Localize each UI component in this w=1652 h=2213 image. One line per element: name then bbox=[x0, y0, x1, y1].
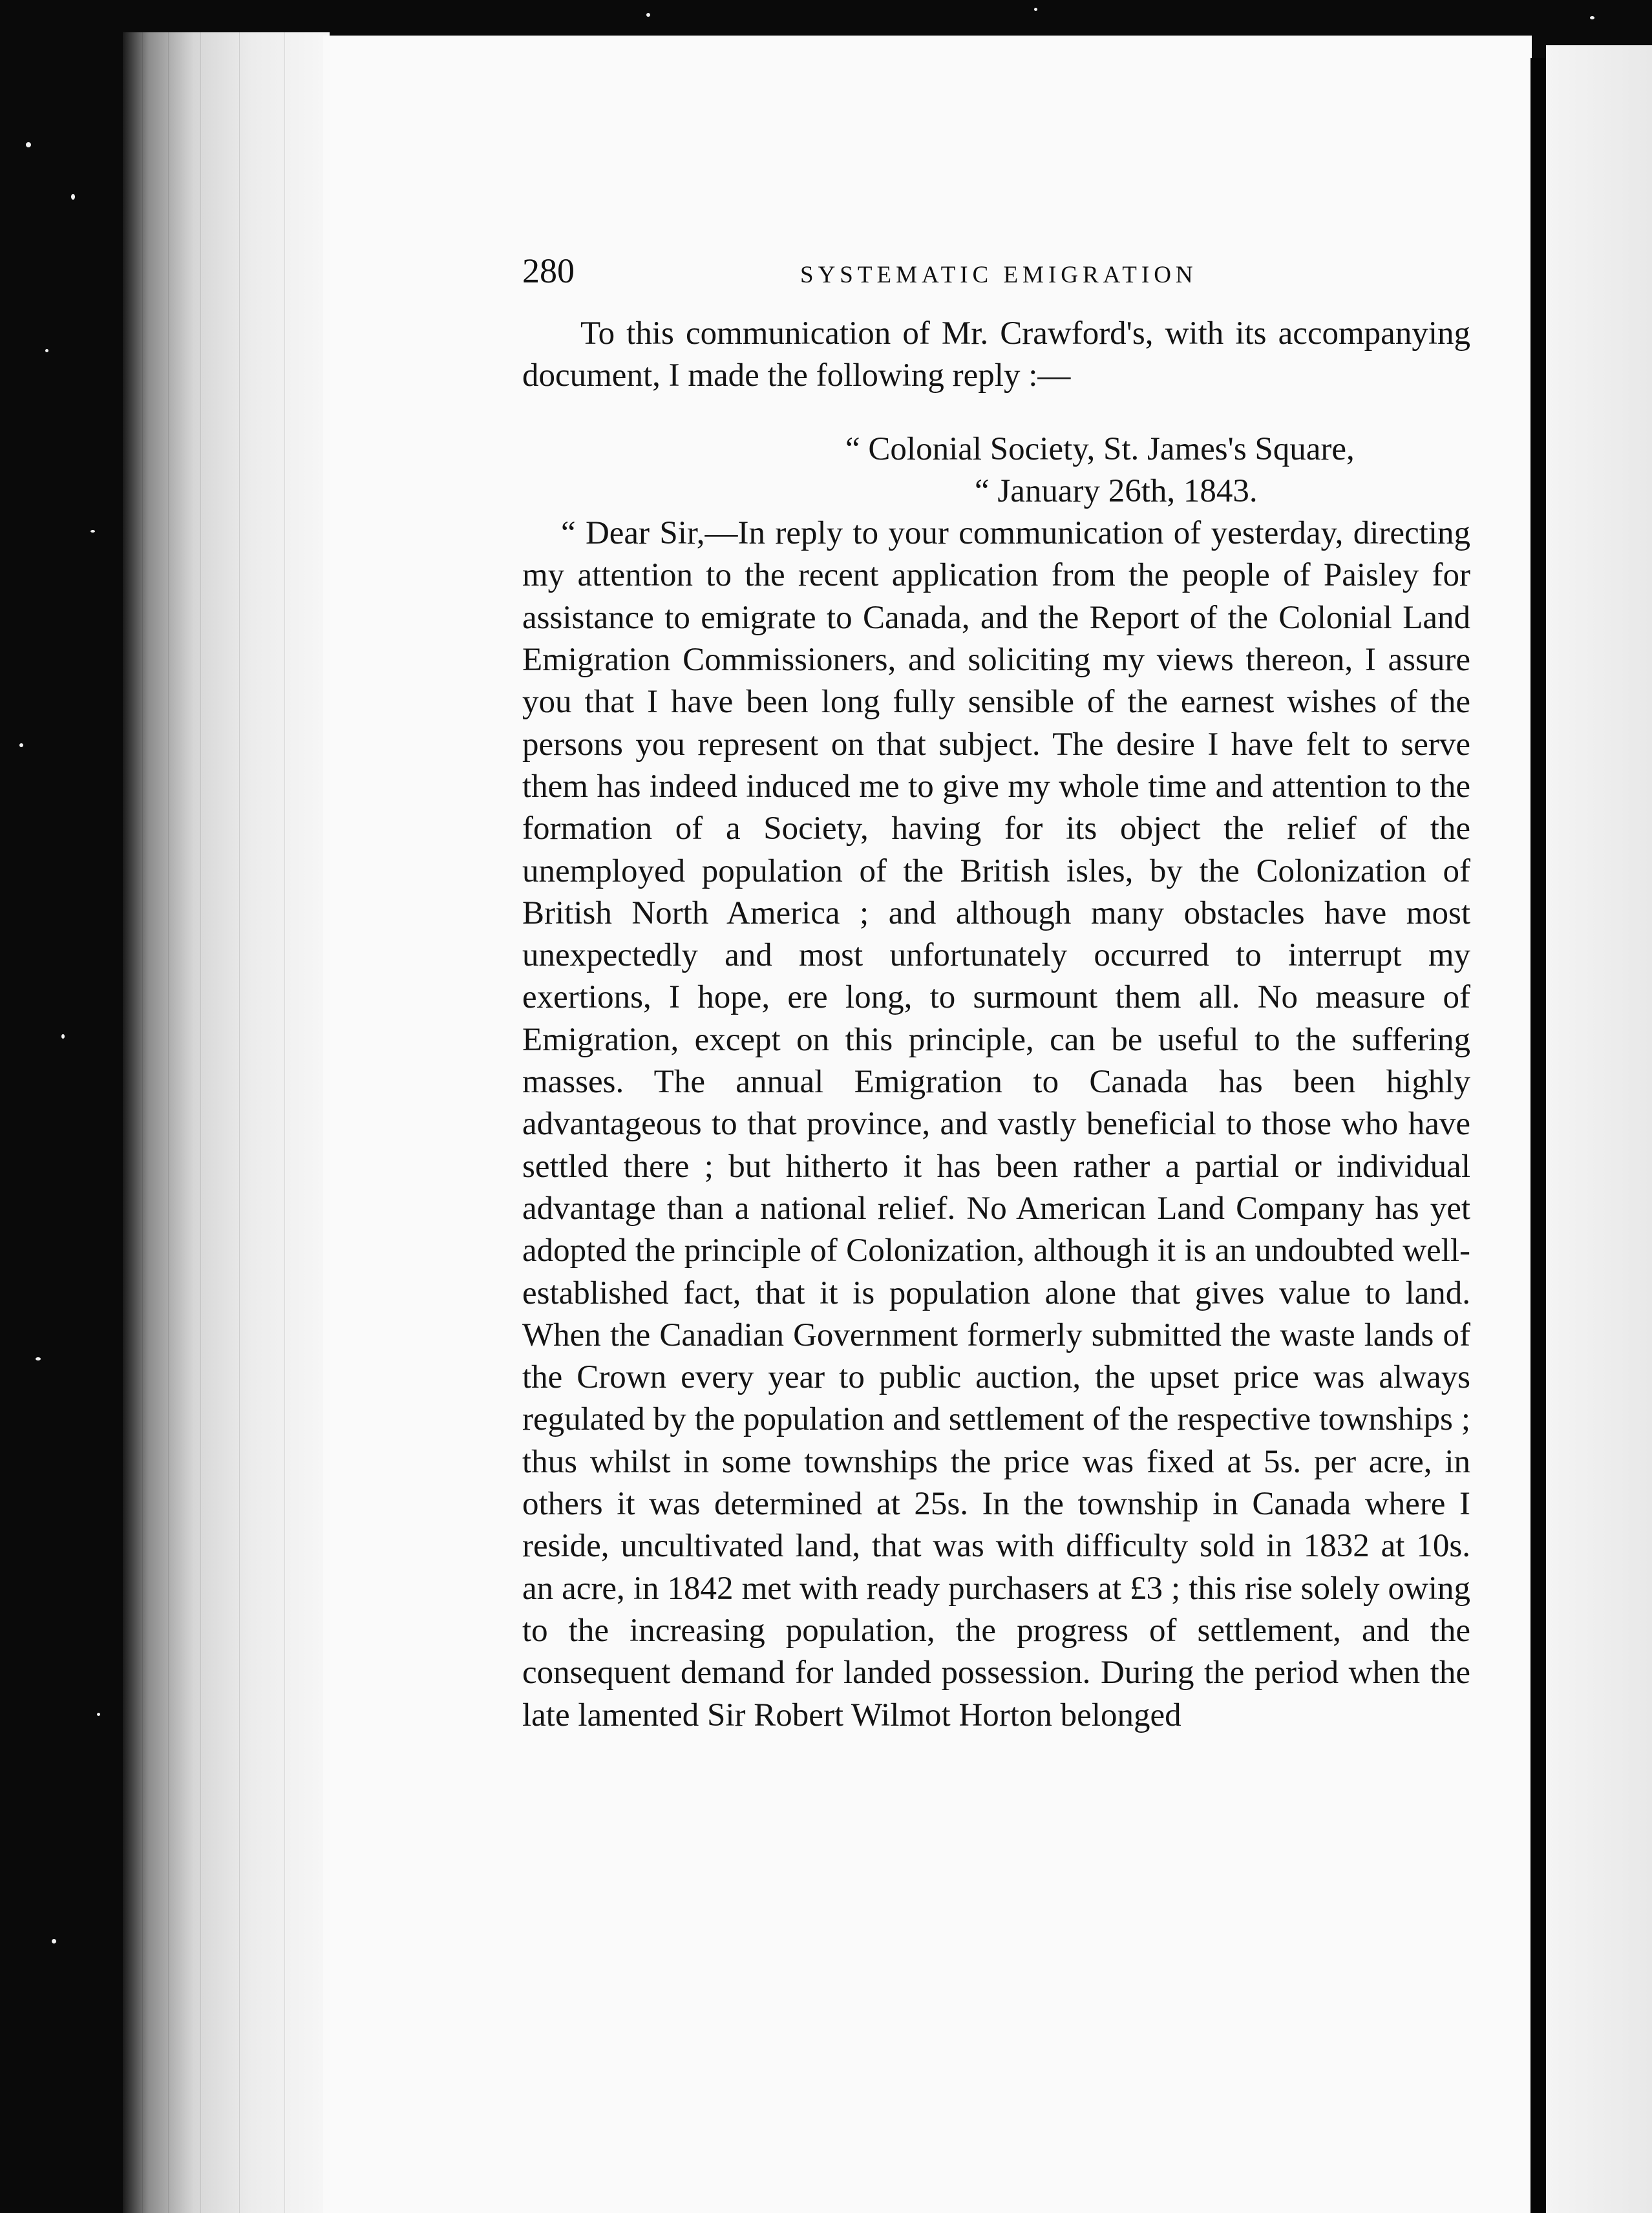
page-stack-edge bbox=[123, 32, 330, 2213]
running-title: SYSTEMATIC EMIGRATION bbox=[800, 262, 1198, 288]
scan-speck bbox=[1590, 16, 1594, 19]
page-edge-line bbox=[239, 32, 240, 2213]
scan-speck bbox=[26, 142, 31, 147]
intro-paragraph: To this communication of Mr. Crawford's, with its accompanying document, I made the following reply :— bbox=[522, 315, 1470, 394]
page-edge-line bbox=[200, 32, 201, 2213]
running-head bbox=[522, 251, 1456, 296]
scan-speck bbox=[61, 1034, 65, 1039]
page-number: 280 bbox=[522, 251, 575, 290]
scan-speck bbox=[646, 13, 650, 17]
address-line-location: “ Colonial Society, St. James's Square, bbox=[845, 430, 1355, 467]
scan-speck bbox=[71, 194, 75, 200]
scan-speck bbox=[36, 1357, 41, 1361]
page-text bbox=[522, 313, 1470, 1737]
address-line-date: “ January 26th, 1843. bbox=[975, 472, 1258, 509]
scan-speck bbox=[97, 1713, 100, 1716]
letter-address bbox=[522, 429, 1470, 513]
page-edge-line bbox=[284, 32, 285, 2213]
page-edge-line bbox=[168, 32, 169, 2213]
page-edge-line bbox=[142, 32, 143, 2213]
scan-speck bbox=[52, 1939, 56, 1943]
scan-speck bbox=[19, 743, 23, 747]
scan-speck bbox=[1034, 8, 1037, 11]
book-gutter bbox=[1530, 58, 1546, 2213]
facing-page-edge bbox=[1546, 45, 1652, 2213]
scan-speck bbox=[90, 530, 95, 533]
letter-body-paragraph: “ Dear Sir,—In reply to your communication of yesterday, directing my attention to the recent application from the people of Paisley for assistance to emigrate to Canada, and the Report of the Colonial Land Emigration Commissioners, and soliciting my views thereon, I assure you that I have been long fully sensible of the earnest wishes of the persons you represent on that subject. The desire I have felt to serve them has indeed induced me to give my whole time and attention to the formation of a Society, having for its object the relief of the unemployed population of the British isles, by the Colonization of British North America ; and although many obstacles have most unexpectedly and most unfortunately occurred to interrupt my exertions, I hope, ere long, to surmount them all. No measure of Emigration, except on this principle, can be useful to the suffering masses. The annual Emigration to Canada has been highly advantageous to that province, and vastly beneficial to those who have settled there ; but hitherto it has been rather a partial or individual advantage than a national relief. No American Land Company has yet adopted the principle of Colonization, although it is an undoubted well-established fact, that it is population alone that gives value to land. When the Canadian Government formerly submitted the waste lands of the Crown every year to public auction, the upset price was always regulated by the population and settlement of the respective townships ; thus whilst in some townships the price was fixed at 5s. per acre, in others it was determined at 25s. In the township in Canada where I reside, uncultivated land, that was with difficulty sold in 1832 at 10s. an acre, in 1842 met with ready purchasers at £3 ; this rise solely owing to the increasing population, the progress of settlement, and the consequent demand for landed possession. During the period when the late lamented Sir Robert Wilmot Horton belonged bbox=[522, 515, 1470, 1733]
scan-speck bbox=[45, 349, 48, 352]
